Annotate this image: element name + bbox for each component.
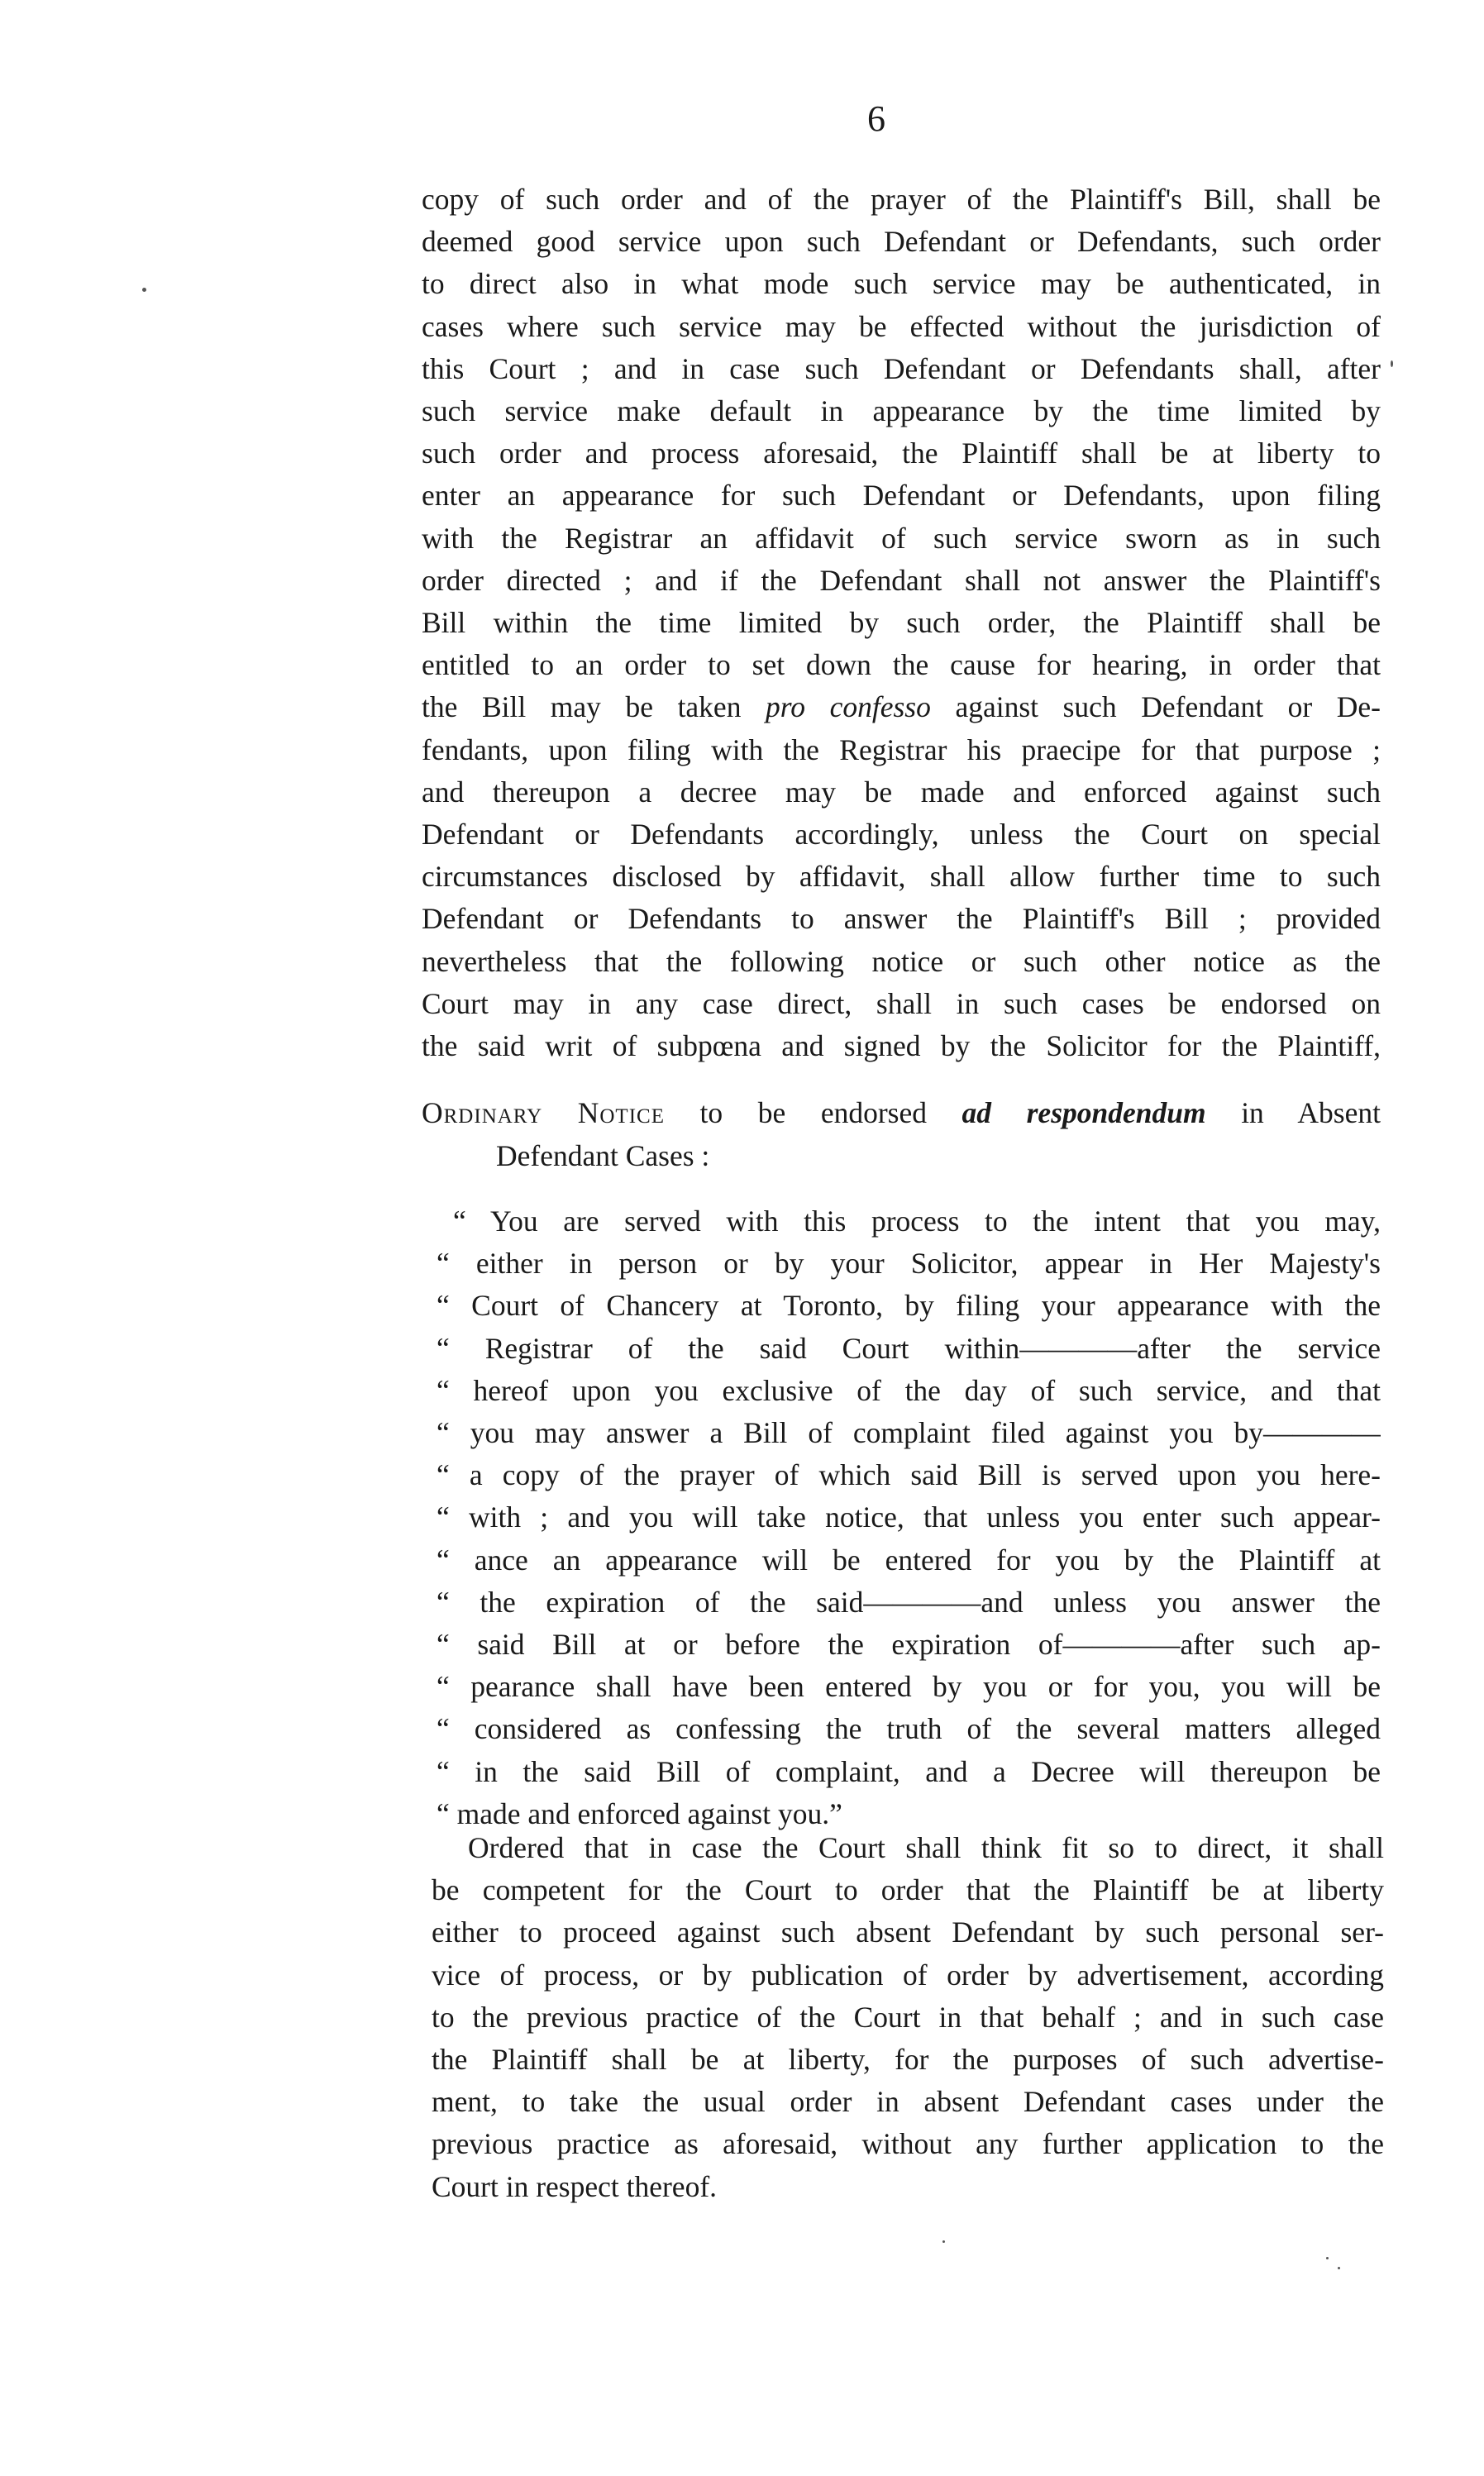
quote-line: “ hereof upon you exclusive of the day of such service, and that — [437, 1373, 1381, 1407]
text-line: such order and process aforesaid, the Plaintiff shall be at liberty to — [422, 437, 1381, 470]
text-line: Ordered that in case the Court shall think fit so to direct, it shall — [468, 1831, 1384, 1864]
text-line: Defendant or Defendants to answer the Plaintiff's Bill ; provided — [422, 902, 1381, 936]
ordered-paragraph — [432, 1827, 1384, 2208]
italic-term: pro confesso — [766, 690, 931, 724]
text-line: fendants, upon filing with the Registrar his praecipe for that purpose ; — [422, 732, 1381, 766]
print-speck — [1338, 2267, 1340, 2269]
text-line: the said writ of subpœna and signed by the Solicitor for the Plaintiff, — [422, 1029, 1381, 1063]
text-line: be competent for the Court to order that the Plaintiff be at liberty — [432, 1873, 1384, 1907]
notice-quotation — [437, 1200, 1381, 1835]
quote-line: “ in the said Bill of complaint, and a Decree will thereupon be — [437, 1754, 1381, 1788]
print-speck — [942, 2240, 945, 2243]
print-speck — [1391, 360, 1393, 367]
quote-line: “ said Bill at or before the expiration of————after such ap- — [437, 1628, 1381, 1662]
heading-line: Defendant Cases : — [496, 1139, 710, 1172]
heading-smallcaps: Notice — [577, 1096, 665, 1129]
text-line: to direct also in what mode such service may be authenticated, in — [422, 267, 1381, 301]
text-line: nevertheless that the following notice or such other notice as the — [422, 944, 1381, 978]
quote-line: “ Registrar of the said Court within————after the service — [437, 1331, 1381, 1365]
quote-line: “ Court of Chancery at Toronto, by filing your appearance with the — [437, 1289, 1381, 1323]
text-line: entitled to an order to set down the cause for hearing, in order that — [422, 648, 1381, 682]
print-speck — [1326, 2257, 1329, 2259]
text-line: either to proceed against such absent Defendant by such personal ser- — [432, 1915, 1384, 1949]
text-line: deemed good service upon such Defendant or Defendants, such order — [422, 225, 1381, 259]
text-line: and thereupon a decree may be made and enforced against such — [422, 775, 1381, 809]
quote-line: “ pearance shall have been entered by you or for you, you will be — [437, 1670, 1381, 1704]
print-speck — [142, 288, 146, 292]
page-number: 6 — [867, 98, 885, 139]
heading-text: to be endorsed — [699, 1096, 927, 1129]
heading-text: in Absent — [1241, 1096, 1381, 1129]
text-line: such service make default in appearance by the time limited by — [422, 394, 1381, 428]
text-line: with the Registrar an affidavit of such service sworn as in such — [422, 521, 1381, 555]
text-line: Court in respect thereof. — [432, 2169, 718, 2203]
notice-heading — [422, 1091, 1381, 1177]
text-line: Court may in any case direct, shall in such cases be endorsed on — [422, 986, 1381, 1020]
quote-line: “ either in person or by your Solicitor, appear in Her Majesty's — [437, 1247, 1381, 1281]
main-paragraph — [422, 179, 1381, 1067]
text-line: order directed ; and if the Defendant shall not answer the Plaintiff's — [422, 563, 1381, 597]
text-line: Bill within the time limited by such order, the Plaintiff shall be — [422, 606, 1381, 640]
quote-line: “ with ; and you will take notice, that unless you enter such appear- — [437, 1500, 1381, 1534]
text-line: Defendant or Defendants accordingly, unless the Court on special — [422, 818, 1381, 852]
quote-line: “ you may answer a Bill of complaint filed against you by———— — [437, 1416, 1381, 1450]
quote-line: “ ance an appearance will be entered for you by the Plaintiff at — [437, 1543, 1381, 1577]
text-segment: against such Defendant or De- — [955, 690, 1381, 724]
quote-line: “ made and enforced against you.” — [437, 1796, 842, 1830]
quote-line: “ You are served with this process to the intent that you may, — [453, 1205, 1381, 1238]
text-line: circumstances disclosed by affidavit, shall allow further time to such — [422, 860, 1381, 894]
heading-smallcaps: Ordinary — [422, 1096, 543, 1129]
text-line: ment, to take the usual order in absent Defendant cases under the — [432, 2085, 1384, 2119]
text-line-with-italic — [422, 686, 1381, 728]
text-line: the Plaintiff shall be at liberty, for the purposes of such advertise- — [432, 2043, 1384, 2077]
text-line: copy of such order and of the prayer of the Plaintiff's Bill, shall be — [422, 183, 1381, 216]
text-segment: the Bill may be taken — [422, 690, 742, 724]
quote-line: “ a copy of the prayer of which said Bill is served upon you here- — [437, 1458, 1381, 1492]
quote-line: “ the expiration of the said————and unless you answer the — [437, 1585, 1381, 1619]
quote-line: “ considered as confessing the truth of the several matters alleged — [437, 1712, 1381, 1746]
text-line: vice of process, or by publication of order by advertisement, according — [432, 1958, 1384, 1992]
text-line: cases where such service may be effected without the jurisdiction of — [422, 309, 1381, 343]
heading-line — [422, 1091, 1381, 1134]
text-line: to the previous practice of the Court in that behalf ; and in such case — [432, 2000, 1384, 2034]
text-line: previous practice as aforesaid, without any further application to the — [432, 2127, 1384, 2161]
heading-italic-term: ad respondendum — [961, 1096, 1206, 1129]
text-line: this Court ; and in case such Defendant or Defendants shall, after — [422, 351, 1381, 385]
text-line: enter an appearance for such Defendant or Defendants, upon filing — [422, 479, 1381, 513]
